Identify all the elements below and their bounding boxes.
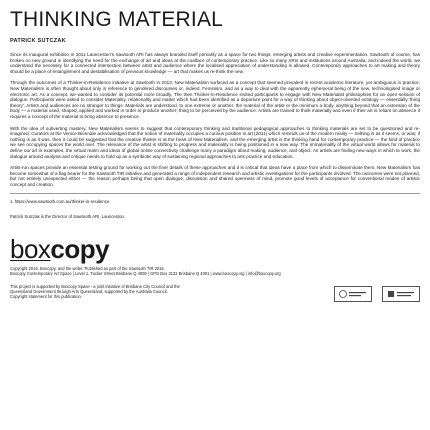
article-author: PATRICK SUTCZAK xyxy=(10,38,66,44)
document-page xyxy=(10,8,420,302)
boxcopy-logo xyxy=(10,235,109,263)
logo-copy-text: copy xyxy=(50,234,110,265)
body-paragraph: Artist-run spaces provide an essential testing ground for working out the finer details of these approaches and it is critical that ideas have a place from which to disseminate them. New Materialism has become somewhat of a flag bearer for the Sawtooth TIR initiative and generated a range of independent research and artistic investigations for the participants involved. The outcomes were not planned, but not entirely unexpected either — the reason perhaps being that open dialogue, discussion and shared openness of mind, promote good levels of acceptance for conventional modes of artistic concept and creation. xyxy=(10,165,420,187)
author-bio: Patrick Sutczak is the Director of Sawtooth ARI, Launceston. xyxy=(10,214,126,220)
government-crest-icon xyxy=(338,289,368,299)
body-paragraph: Since its inaugural exhibition in 2011 Launceston's Sawtooth ARI has always branded itself primarily as a space for two things: emerging artists and creative experimentation. Sawtooth of course, has broken no new ground in identifying the need for the exchange of art and ideas at the coalface of contemporary practice. Like so many ARIs and institutions around Australia, and indeed the world, we understand the necessity for a connected intersection between artist and audience where the localised appreciation of understanding is allowed. Contemporary approaches to art making and theory should be a place of entanglement and destabilisation of previous knowledge — art that makes us re-think the new. xyxy=(10,52,420,74)
publisher-address: Boxcopy Contemporary Art Space | Level 1, Tucker Street Brisbane Q 4000 | GPO Box 3122 Brisbane Q 4001 | www.boxcopy.org | info@boxcopy.org xyxy=(10,271,281,277)
support-statement: This project is supported by Boxcopy Space - a joint initiative of Brisbane City Council and the Queensland Government through Arts Queensland, supported by the Australia Council. Copyright statement for this publication. xyxy=(10,284,180,300)
footnote: 1. https://www.sawtooth.com.au/thinker-in-residence xyxy=(10,199,110,205)
article-title: THINKING MATERIAL xyxy=(10,8,224,31)
funder-logo xyxy=(382,286,420,302)
body-paragraph: Through the outcomes of a Thinker-in-Residence initiative at Sawtooth in 2013, New Materialism surfaced as a concept that seemed prevalent in recent academic literature, yet ambiguous in practice. New Materialism is often thought about only in reference to gendered discourses or, indeed, Feminism, and as a way to deal with the apparently ephemeral being of the new, technologised image or electronic art. As a concept, we wanted to consider its potential more broadly. The then Thinker-in-Residence invited participants to engage with New Materialist philosophies for an open session of dialogue. Participants were asked to consider Materiality, relationality and matter which had been identified as a departure point for a way of thinking about object-oriented ontology — essentially 'thing theory'. Artists and audiences are no stranger to things. Materials are understood, to one extreme or another, the material of the artist or the minimum a body, anything beyond that an extension of the body — a material used, shaped, applied and worked in order to produce another; thing to be perceived by the audience. Artists are trained to think materially and even if their art is reliant on absence it requires a concept of the material to bring absence to presence. xyxy=(10,80,420,119)
funder-logo xyxy=(334,286,372,302)
article-body xyxy=(10,52,420,187)
logo-box-text: box xyxy=(10,234,51,265)
footnote-divider xyxy=(10,193,420,194)
support-section xyxy=(10,284,420,302)
arts-council-icon xyxy=(386,289,416,299)
funder-logos xyxy=(334,286,420,302)
body-paragraph: With the idea of subverting mastery, New Materialism seems to suggest that contemporary thinking and traditional pedagogical approaches to thinking materials are set to be questioned and re-imagined. Curators at the Venice Biennale acknowledged that the notion of materiality occupies a curious position in art (2011) which reminds us of the modern reality — nothing is as it seems, or was; if nothing is as it was, then it could be suggested that the creative thinker is at the heart of New Materialism, and the emerging artist is the thinking hand for contemporary practice — the kind of practice we see occupying spaces the world over. The relevance of the artist is shifting to progress and materiality is being positioned in a new way. The immateriality of the virtual world allows for material to define our art in examples, the virtual realm and ideas of global online connectivity challenge many a paradigm about making, audience, and object. As artists are finding new ways in which to work, the dialogue around analysis and critique needs to hold up as a symbiotic way of sustaining regional approaches to arts practice and education. xyxy=(10,125,420,159)
copyright-text: Copyright 2016, Boxcopy, and the writer. Published as part of the Sawtooth TIR 2016. xyxy=(10,266,165,272)
